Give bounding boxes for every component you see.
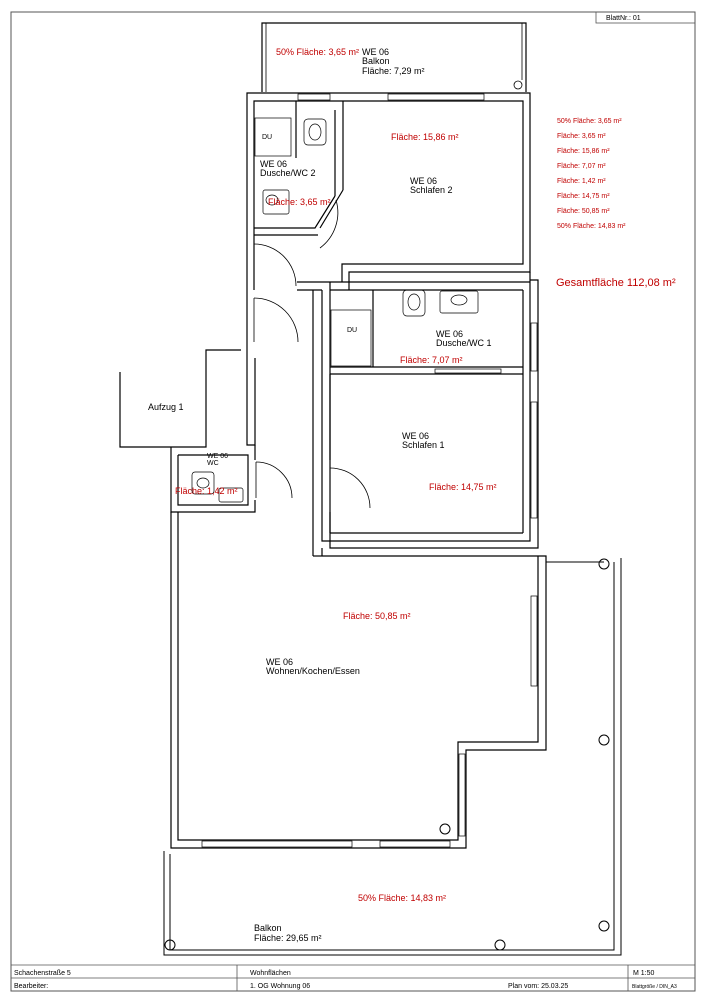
sheet-frame	[11, 12, 695, 991]
balkon-bottom-name: Balkon	[254, 923, 282, 933]
wc-name: WC	[207, 460, 219, 467]
wc-area: Fläche: 1,42 m²	[175, 486, 238, 496]
footer-subtitle: 1. OG Wohnung 06	[250, 983, 311, 990]
schlafen1-area: Fläche: 14,75 m²	[429, 482, 497, 492]
footer-scale: M 1:50	[633, 970, 655, 977]
footer-format: Blattgröße / DIN_A3	[632, 984, 677, 990]
windows	[202, 94, 537, 847]
balkon-top-name: Balkon	[362, 56, 390, 66]
dusche1-name: Dusche/WC 1	[436, 338, 492, 348]
summary-line: Fläche: 50,85 m²	[557, 208, 610, 215]
dusche2-name: Dusche/WC 2	[260, 168, 316, 178]
dusche2-area: Fläche: 3,65 m²	[268, 197, 331, 207]
balkon-bottom-area: Fläche: 29,65 m²	[254, 933, 322, 943]
schlafen1-we: WE 06	[402, 431, 430, 441]
dusche1-area: Fläche: 7,07 m²	[400, 355, 463, 365]
summary-line: Fläche: 14,75 m²	[557, 193, 610, 200]
aufzug-label: Aufzug 1	[148, 402, 184, 412]
wc-we: WE 06	[207, 453, 229, 460]
sheet-number: BlattNr.: 01	[606, 15, 641, 22]
summary-line: 50% Fläche: 14,83 m²	[557, 223, 626, 230]
dusche2-du: DU	[262, 134, 273, 141]
wohnen-we: WE 06	[266, 657, 294, 667]
schlafen2-we: WE 06	[410, 176, 438, 186]
total-area: Gesamtfläche 112,08 m²	[556, 277, 676, 289]
footer-address: Schachenstraße 5	[14, 970, 71, 977]
schlafen2-name: Schlafen 2	[410, 185, 453, 195]
summary-line: Fläche: 15,86 m²	[557, 148, 610, 155]
schlafen2-area: Fläche: 15,86 m²	[391, 132, 459, 142]
wohnen-area: Fläche: 50,85 m²	[343, 611, 411, 621]
walls	[120, 93, 546, 848]
schlafen1-name: Schlafen 1	[402, 440, 445, 450]
footer-bearbeiter: Bearbeiter:	[14, 983, 49, 990]
title-block	[11, 965, 695, 991]
dusche1-du: DU	[347, 327, 358, 334]
summary-line: 50% Fläche: 3,65 m²	[557, 118, 622, 125]
summary-line: Fläche: 1,42 m²	[557, 178, 606, 185]
summary-line: Fläche: 7,07 m²	[557, 163, 606, 170]
footer-title: Wohnflächen	[250, 970, 291, 977]
balkon-bottom-half-area: 50% Fläche: 14,83 m²	[358, 893, 447, 903]
door-swings	[254, 200, 370, 508]
balkon-top-we: WE 06	[362, 47, 390, 57]
dusche2-we: WE 06	[260, 159, 288, 169]
summary-line: Fläche: 3,65 m²	[557, 133, 606, 140]
area-summary	[557, 118, 626, 230]
balkon-top-area: Fläche: 7,29 m²	[362, 66, 425, 76]
dusche1-we: WE 06	[436, 329, 464, 339]
footer-plan-date: Plan vom: 25.03.25	[508, 983, 569, 990]
wohnen-name: Wohnen/Kochen/Essen	[266, 666, 360, 676]
balcony-top	[262, 23, 526, 92]
balkon-top-half-area: 50% Fläche: 3,65 m²	[276, 47, 360, 57]
